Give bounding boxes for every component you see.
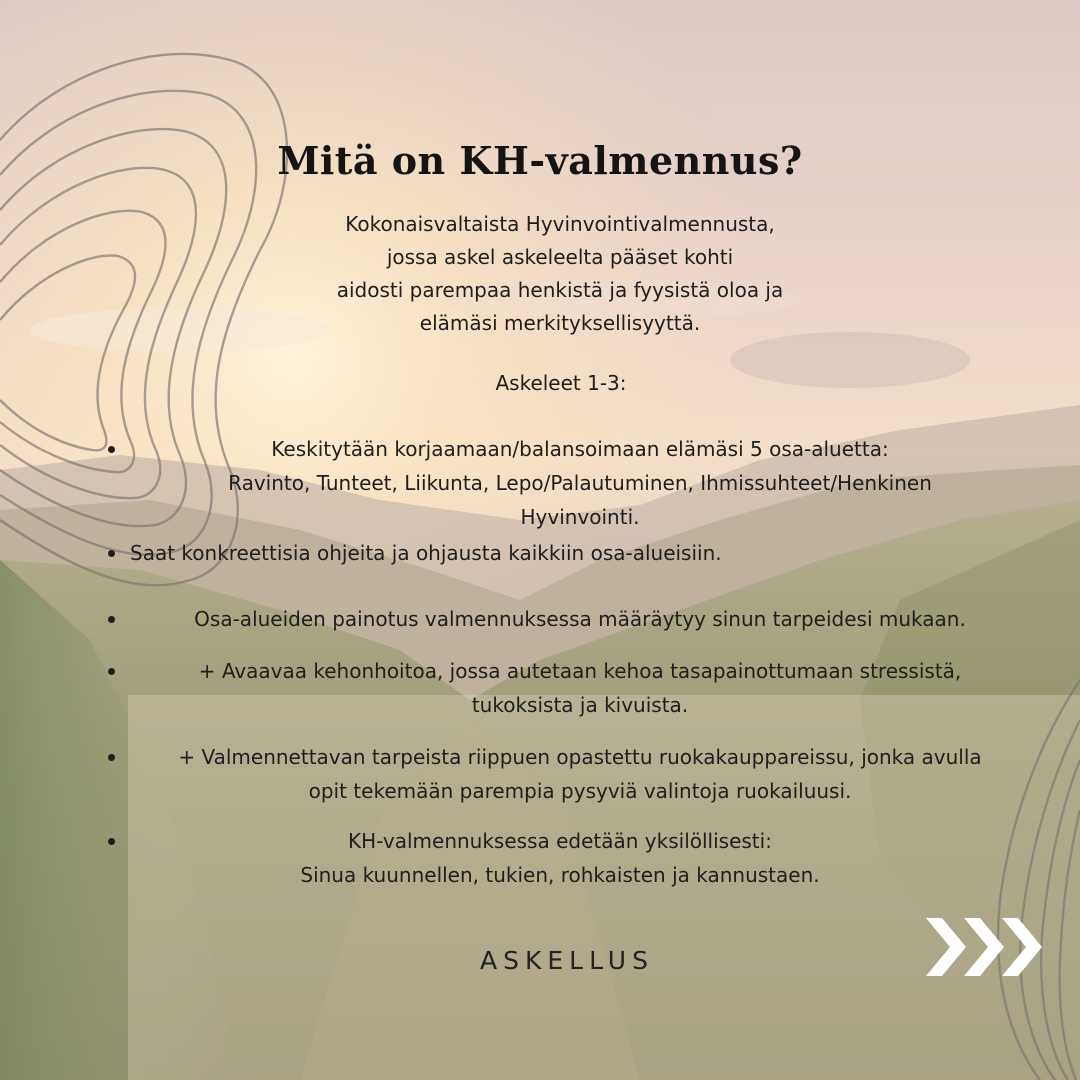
steps-heading: Askeleet 1-3: bbox=[495, 371, 627, 395]
bullet-line: Saat konkreettisia ohjeita ja ohjausta kaikkiin osa-alueisiin. bbox=[130, 541, 722, 565]
bullet-item bbox=[130, 536, 830, 570]
intro-line: jossa askel askeleelta pääset kohti bbox=[386, 245, 734, 269]
intro-line: aidosti parempaa henkistä ja fyysistä oloa ja bbox=[336, 278, 784, 302]
bullet-dot bbox=[108, 754, 115, 761]
bullet-line: KH-valmennuksessa edetään yksilöllisesti: bbox=[348, 829, 772, 853]
bullet-line: Sinua kuunnellen, tukien, rohkaisten ja kannustaen. bbox=[300, 863, 820, 887]
bullet-dot bbox=[108, 616, 115, 623]
bullet-dot bbox=[108, 446, 115, 453]
bullet-line: Keskitytään korjaamaan/balansoimaan elämäsi 5 osa-aluetta: bbox=[271, 437, 889, 461]
bullet-line: Hyvinvointi. bbox=[520, 505, 640, 529]
triple-chevron-right-icon[interactable] bbox=[922, 916, 1048, 978]
bullet-dot bbox=[108, 838, 115, 845]
bullet-item bbox=[160, 432, 1000, 534]
bullet-item bbox=[130, 740, 1030, 808]
intro-line: Kokonaisvaltaista Hyvinvointivalmennusta, bbox=[345, 212, 775, 236]
bullet-item bbox=[220, 824, 900, 892]
bullet-line: opit tekemään parempia pysyviä valintoja ruokailuusi. bbox=[308, 779, 852, 803]
bullet-line: + Avaavaa kehonhoitoa, jossa autetaan kehoa tasapainottumaan stressistä, bbox=[198, 659, 962, 683]
intro-line: elämäsi merkityksellisyyttä. bbox=[419, 311, 701, 335]
bullet-dot bbox=[108, 550, 115, 557]
intro-paragraph bbox=[260, 208, 860, 340]
bullet-dot bbox=[108, 668, 115, 675]
bullet-line: tukoksista ja kivuista. bbox=[471, 693, 689, 717]
bullet-item bbox=[140, 654, 1020, 722]
brand-name: ASKELLUS bbox=[480, 946, 654, 975]
bullet-item bbox=[140, 602, 1020, 636]
bullet-line: Ravinto, Tunteet, Liikunta, Lepo/Palautuminen, Ihmissuhteet/Henkinen bbox=[228, 471, 932, 495]
bullet-line: Osa-alueiden painotus valmennuksessa määräytyy sinun tarpeidesi mukaan. bbox=[194, 607, 966, 631]
page-title: Mitä on KH-valmennus? bbox=[277, 138, 803, 183]
bullet-line: + Valmennettavan tarpeista riippuen opastettu ruokakauppareissu, jonka avulla bbox=[178, 745, 982, 769]
